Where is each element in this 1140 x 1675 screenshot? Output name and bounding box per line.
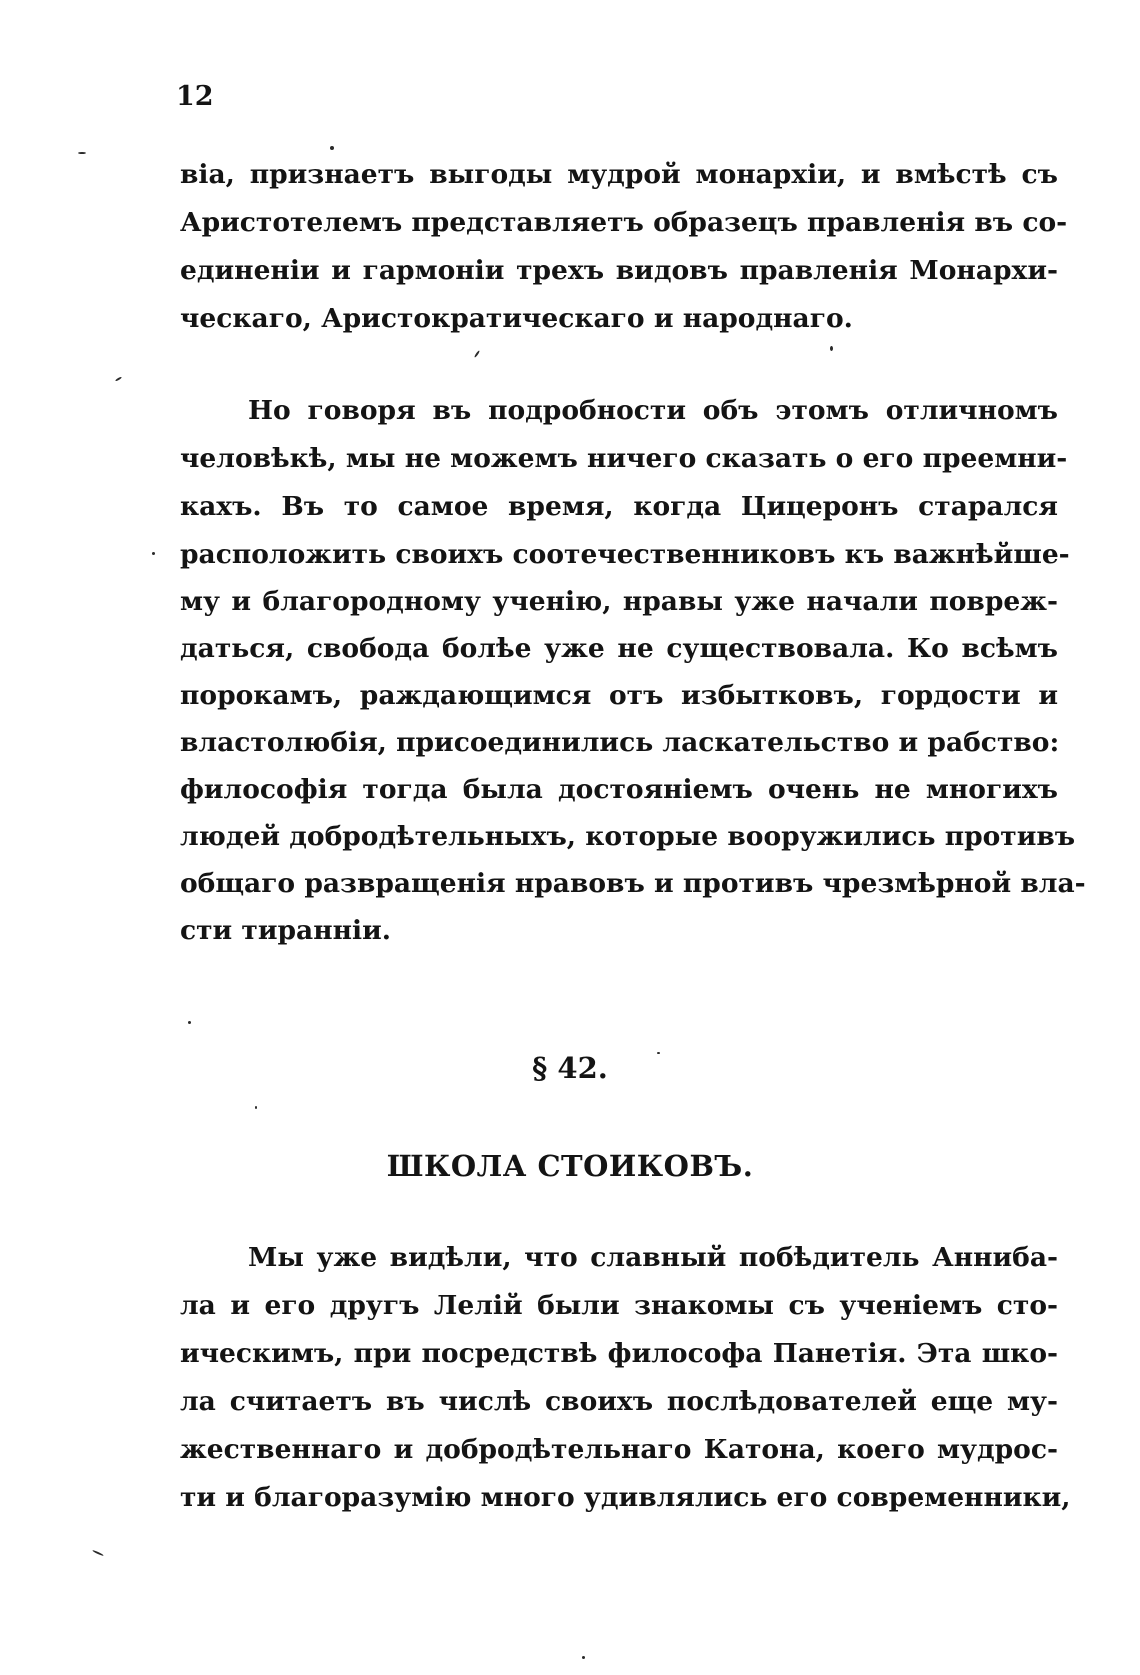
scan-speck: [830, 346, 833, 351]
text-line: порокамъ, раждающимся отъ избытковъ, гордости и: [180, 680, 1058, 711]
section-number: § 42.: [532, 1051, 608, 1085]
text-line: Аристотелемъ представляетъ образецъ правленія въ со-: [180, 207, 1068, 238]
text-line: общаго развращенія нравовъ и противъ чрезмѣрной вла-: [180, 868, 1086, 899]
text-line: даться, свобода болѣе уже не существовала. Ко всѣмъ: [180, 633, 1058, 664]
text-line: ческаго, Аристократическаго и народнаго.: [180, 303, 853, 334]
text-line: Мы уже видѣли, что славный побѣдитель Аннибa-: [248, 1242, 1058, 1273]
text-line: властолюбія, присоединились ласкательство и рабство:: [180, 727, 1060, 758]
scan-speck: [115, 376, 122, 381]
text-line: расположить своихъ соотечественниковъ къ важнѣйше-: [180, 539, 1070, 570]
scan-speck: [152, 552, 155, 555]
text-line: Но говоря въ подробности объ этомъ отличномъ: [248, 395, 1058, 426]
text-line: віа, признаетъ выгоды мудрой монархіи, и вмѣстѣ съ: [180, 159, 1058, 190]
text-line: сти тиранніи.: [180, 915, 391, 946]
text-line: му и благородному ученію, нравы уже начали повреж-: [180, 586, 1058, 617]
scan-speck: [92, 1550, 104, 1557]
text-line: ическимъ, при посредствѣ философа Панетія. Эта шко-: [180, 1338, 1058, 1369]
text-line: единеніи и гармоніи трехъ видовъ правленія Монархи-: [180, 255, 1058, 286]
scan-speck: [78, 152, 86, 154]
text-line: кахъ. Въ то самое время, когда Цицеронъ старался: [180, 491, 1058, 522]
text-line: ти и благоразумію много удивлялись его современники,: [180, 1482, 1071, 1513]
text-line: ла считаетъ въ числѣ своихъ послѣдователей еще му-: [180, 1386, 1058, 1417]
scan-speck: [255, 1106, 257, 1109]
page-number: 12: [176, 81, 214, 112]
scan-speck: [474, 350, 480, 358]
scan-speck: [188, 1021, 191, 1024]
text-line: ла и его другъ Лелій были знакомы съ ученіемъ сто-: [180, 1290, 1058, 1321]
text-line: людей добродѣтельныхъ, которые вооружились противъ: [180, 821, 1076, 852]
scan-speck: [657, 1052, 660, 1054]
text-line: философія тогда была достояніемъ очень не многихъ: [180, 774, 1058, 805]
scan-speck: [330, 146, 334, 150]
text-line: жественнаго и добродѣтельнаго Катона, коего мудрос-: [180, 1434, 1058, 1465]
text-line: человѣкѣ, мы не можемъ ничего сказать о его преемни-: [180, 443, 1068, 474]
scan-speck: [582, 1656, 585, 1659]
section-title: ШКОЛА СТОИКОВЪ.: [386, 1149, 754, 1183]
